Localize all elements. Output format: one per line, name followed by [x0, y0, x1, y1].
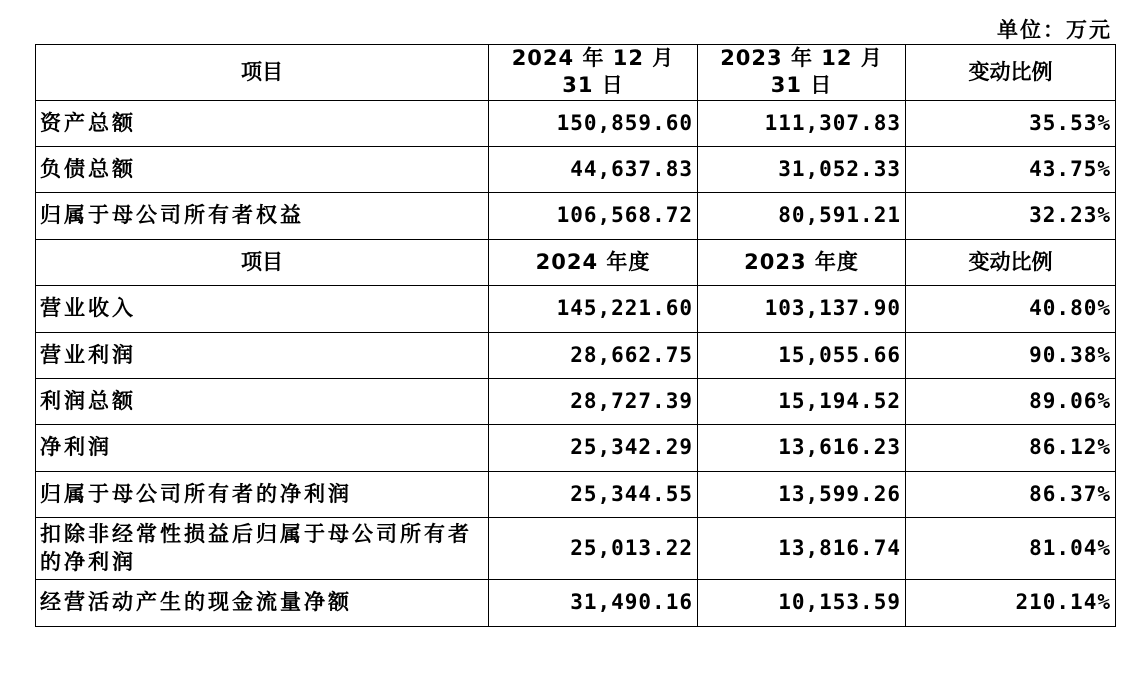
table-row	[36, 332, 1116, 378]
row-value-2024: 44,637.83	[489, 146, 698, 192]
row-item: 净利润	[36, 425, 489, 471]
row-value-2023: 15,194.52	[698, 378, 906, 424]
row-change: 32.23%	[906, 193, 1116, 239]
income-header-row	[36, 239, 1116, 285]
row-value-2023: 111,307.83	[698, 100, 906, 146]
header-2024: 2024 年 12 月 31 日	[489, 45, 698, 101]
row-value-2023: 80,591.21	[698, 193, 906, 239]
table-row	[36, 193, 1116, 239]
table-row	[36, 100, 1116, 146]
row-change: 210.14%	[906, 580, 1116, 626]
header-item: 项目	[36, 45, 489, 101]
row-item: 经营活动产生的现金流量净额	[36, 580, 489, 626]
row-item: 资产总额	[36, 100, 489, 146]
row-value-2024: 25,342.29	[489, 425, 698, 471]
row-value-2024: 106,568.72	[489, 193, 698, 239]
header-2024: 2024 年度	[489, 239, 698, 285]
table-row	[36, 518, 1116, 580]
row-change: 43.75%	[906, 146, 1116, 192]
header-2023: 2023 年 12 月 31 日	[698, 45, 906, 101]
row-item: 扣除非经常性损益后归属于母公司所有者的净利润	[36, 518, 489, 580]
row-item: 归属于母公司所有者权益	[36, 193, 489, 239]
row-change: 86.37%	[906, 471, 1116, 517]
row-item: 利润总额	[36, 378, 489, 424]
header-change: 变动比例	[906, 239, 1116, 285]
row-item: 归属于母公司所有者的净利润	[36, 471, 489, 517]
row-change: 35.53%	[906, 100, 1116, 146]
header-change: 变动比例	[906, 45, 1116, 101]
row-value-2023: 31,052.33	[698, 146, 906, 192]
header-2023: 2023 年度	[698, 239, 906, 285]
row-change: 89.06%	[906, 378, 1116, 424]
financial-summary-table	[35, 44, 1116, 627]
row-change: 40.80%	[906, 286, 1116, 332]
row-value-2023: 13,816.74	[698, 518, 906, 580]
row-value-2023: 10,153.59	[698, 580, 906, 626]
header-item: 项目	[36, 239, 489, 285]
row-value-2024: 28,662.75	[489, 332, 698, 378]
row-change: 90.38%	[906, 332, 1116, 378]
row-value-2024: 150,859.60	[489, 100, 698, 146]
balance-header-row	[36, 45, 1116, 101]
row-value-2023: 15,055.66	[698, 332, 906, 378]
table-row	[36, 425, 1116, 471]
row-change: 81.04%	[906, 518, 1116, 580]
table-row	[36, 580, 1116, 626]
row-item: 营业利润	[36, 332, 489, 378]
row-change: 86.12%	[906, 425, 1116, 471]
row-item: 负债总额	[36, 146, 489, 192]
row-value-2024: 31,490.16	[489, 580, 698, 626]
row-item: 营业收入	[36, 286, 489, 332]
row-value-2024: 25,344.55	[489, 471, 698, 517]
table-row	[36, 378, 1116, 424]
table-row	[36, 471, 1116, 517]
row-value-2024: 25,013.22	[489, 518, 698, 580]
row-value-2024: 28,727.39	[489, 378, 698, 424]
table-row	[36, 286, 1116, 332]
row-value-2023: 103,137.90	[698, 286, 906, 332]
unit-label: 单位：万元	[997, 18, 1112, 42]
row-value-2024: 145,221.60	[489, 286, 698, 332]
table-row	[36, 146, 1116, 192]
row-value-2023: 13,616.23	[698, 425, 906, 471]
row-value-2023: 13,599.26	[698, 471, 906, 517]
